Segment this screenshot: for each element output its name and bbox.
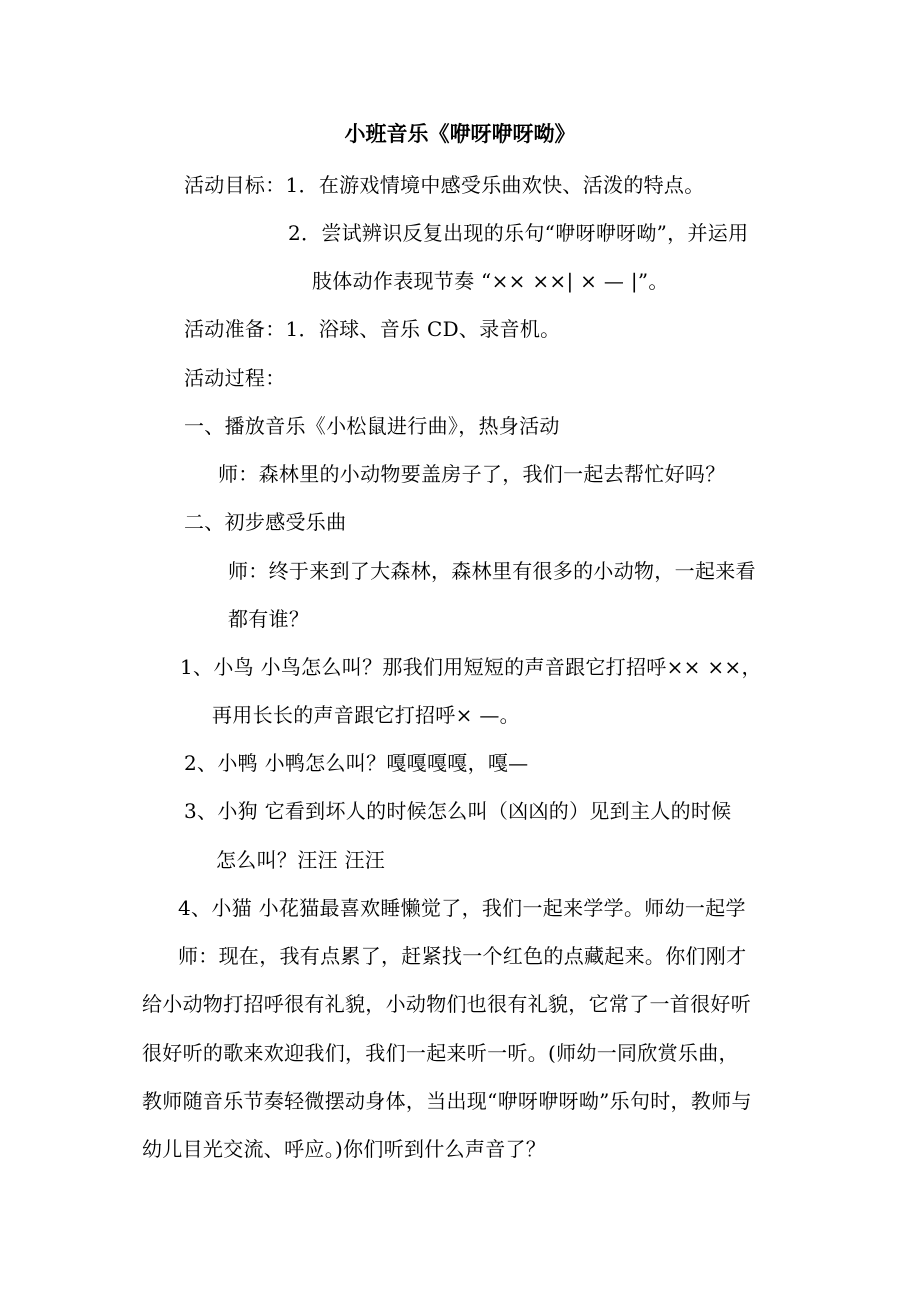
preparation-line: 活动准备：1．浴球、音乐 CD、录音机。 bbox=[184, 317, 561, 341]
paragraph-line-1: 给小动物打招呼很有礼貌，小动物们也很有礼貌，它常了一首很好听 bbox=[142, 992, 751, 1016]
paragraph-line-4: 幼儿目光交流、呼应。)你们听到什么声音了？ bbox=[142, 1137, 547, 1161]
item-bird-cont: 再用长长的声音跟它打招呼× —。 bbox=[212, 703, 520, 727]
item-dog-cont: 怎么叫？汪汪 汪汪 bbox=[216, 848, 386, 872]
teacher-line-1: 师：森林里的小动物要盖房子了，我们一起去帮忙好吗？ bbox=[218, 462, 726, 486]
teacher-line-2: 师：终于来到了大森林，森林里有很多的小动物，一起来看 bbox=[228, 559, 756, 583]
paragraph-line-3: 教师随音乐节奏轻微摆动身体，当出现“咿呀咿呀呦”乐句时，教师与 bbox=[142, 1089, 752, 1113]
teacher-line-2-cont: 都有谁？ bbox=[228, 607, 310, 631]
document-title: 小班音乐《咿呀咿呀呦》 bbox=[344, 121, 576, 146]
item-dog: 3、小狗 它看到坏人的时候怎么叫（凶凶的）见到主人的时候 bbox=[184, 799, 732, 823]
objective-line-1: 活动目标：1．在游戏情境中感受乐曲欢快、活泼的特点。 bbox=[184, 173, 705, 197]
teacher-line-3: 师：现在，我有点累了，赶紧找一个红色的点藏起来。你们刚才 bbox=[178, 944, 747, 968]
objective-line-3: 肢体动作表现节奏 “×× ××| × — |”。 bbox=[312, 269, 669, 293]
process-heading: 活动过程： bbox=[184, 366, 286, 390]
item-bird: 1、小鸟 小鸟怎么叫？那我们用短短的声音跟它打招呼×× ××， bbox=[180, 655, 762, 679]
item-duck: 2、小鸭 小鸭怎么叫？嘎嘎嘎嘎，嘎— bbox=[184, 751, 529, 775]
paragraph-line-2: 很好听的歌来欢迎我们，我们一起来听一听。(师幼一同欣赏乐曲， bbox=[142, 1041, 739, 1065]
item-cat: 4、小猫 小花猫最喜欢睡懒觉了，我们一起来学学。师幼一起学 bbox=[178, 896, 746, 920]
objective-line-2: 2．尝试辨识反复出现的乐句“咿呀咿呀呦”，并运用 bbox=[288, 221, 749, 245]
section-heading-2: 二、初步感受乐曲 bbox=[184, 510, 347, 534]
section-heading-1: 一、播放音乐《小松鼠进行曲》，热身活动 bbox=[184, 414, 560, 438]
